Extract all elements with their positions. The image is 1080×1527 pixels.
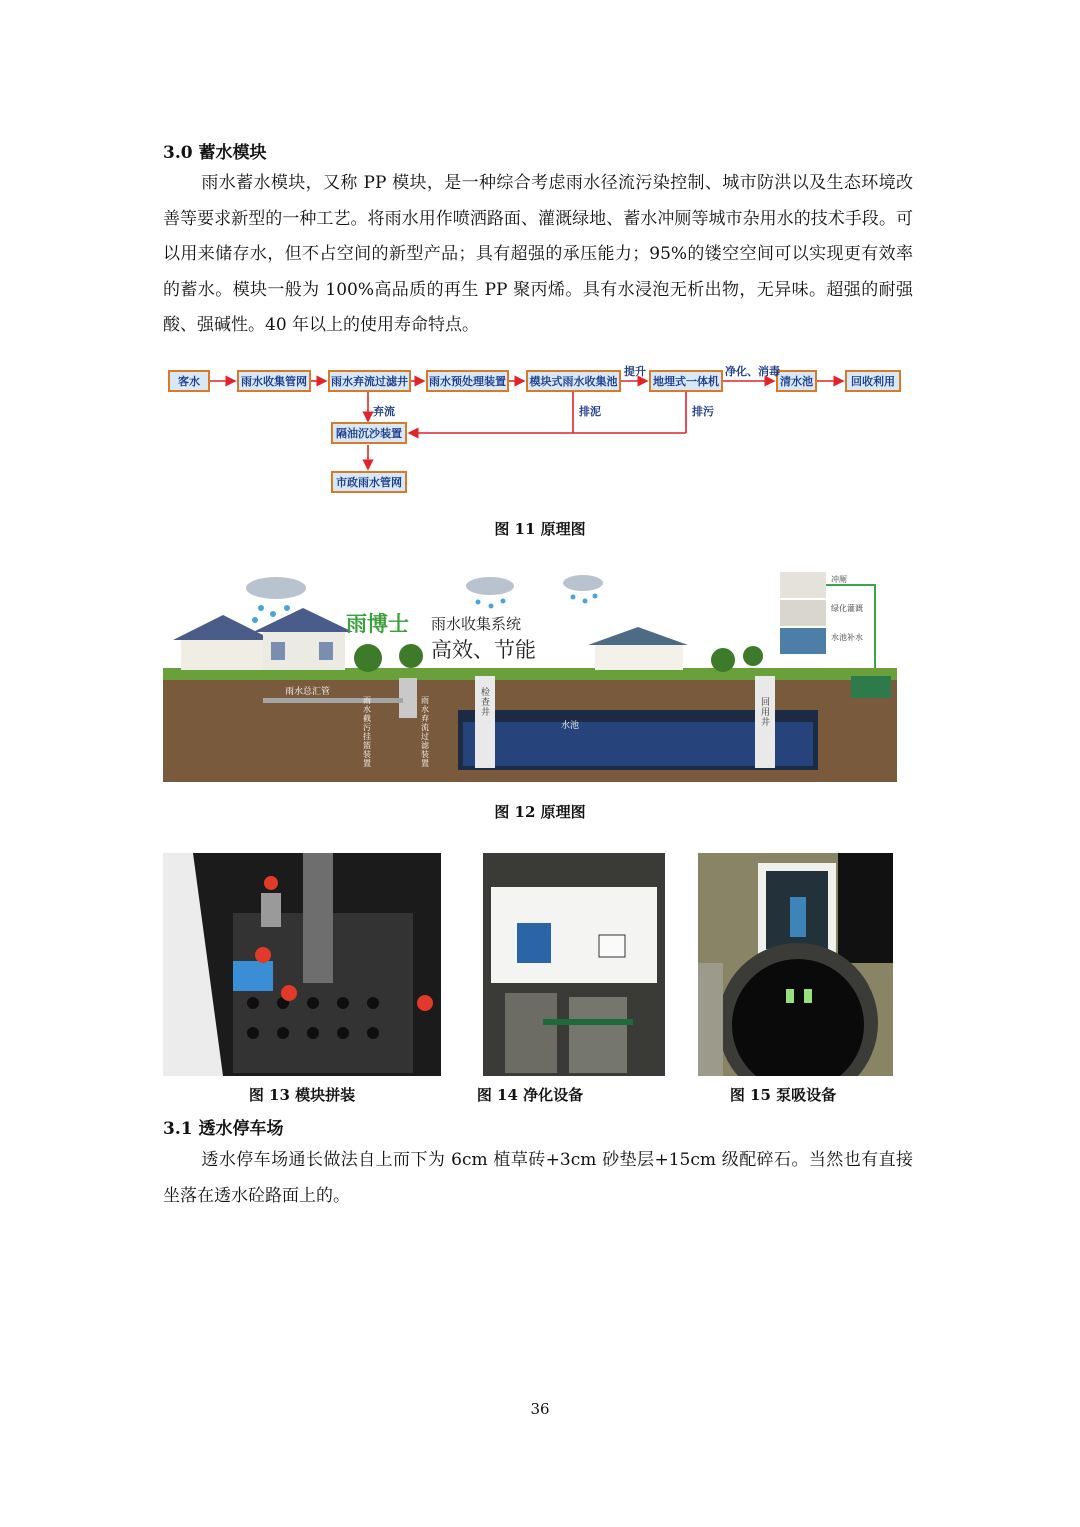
photo-purification-graphic (483, 853, 665, 1076)
fig12-label-reuse-well: 回用井 (761, 698, 771, 728)
flow-box-municipal-network: 市政雨水管网 (331, 471, 407, 493)
figure-14-caption: 图 14 净化设备 (476, 1086, 584, 1104)
flow-label-lift: 提升 (624, 365, 646, 378)
fig12-use-toilet: 冲厕 (831, 575, 847, 584)
flow-box-module-tank: 模块式雨水收集池 (526, 370, 621, 392)
body-paragraph-storage-module (163, 166, 913, 344)
fig12-use-pool: 水池补水 (831, 633, 863, 642)
flow-box-oil-sand-separator: 隔油沉沙装置 (331, 422, 407, 444)
fig12-brand: 雨博士 (346, 612, 409, 636)
flow-box-filter-well: 雨水弃流过滤井 (328, 370, 411, 392)
photo-module-assembly (163, 853, 441, 1076)
flow-box-buried-unit: 地埋式一体机 (649, 370, 723, 392)
fig12-label-inspection-well: 检查井 (481, 688, 491, 718)
fig12-system: 雨水收集系统 (431, 615, 522, 633)
flow-box-reuse: 回收利用 (845, 370, 901, 392)
photo-pumping-equipment (698, 853, 893, 1076)
rainwater-system-graphic (163, 570, 897, 782)
flow-box-pretreatment: 雨水预处理装置 (426, 370, 509, 392)
section-heading-3-1: 3.1 透水停车场 (163, 1119, 284, 1139)
section-heading-3-0: 3.0 蓄水模块 (163, 143, 267, 163)
flowchart-figure-11 (163, 358, 913, 503)
photo-pumping-graphic (698, 853, 893, 1076)
body-paragraph-permeable-parking (163, 1143, 913, 1214)
figure-11-caption: 图 11 原理图 (494, 520, 586, 538)
paragraph-text: 透水停车场通长做法自上而下为 6cm 植草砖+3cm 砂垫层+15cm 级配碎石。当然也有直接坐落在透水砼路面上的。 (163, 1150, 913, 1206)
flow-label-sewage: 排污 (692, 405, 714, 418)
fig12-use-irrigation: 绿化灌溉 (831, 604, 863, 613)
fig12-label-main-pipe: 雨水总汇管 (285, 687, 331, 697)
figure-12-caption: 图 12 原理图 (494, 803, 586, 821)
figure-12-illustration (163, 570, 897, 782)
fig12-slogan: 高效、节能 (431, 638, 536, 662)
flow-label-purify: 净化、消毒 (725, 365, 780, 378)
flow-box-clear-water-tank: 清水池 (776, 370, 817, 392)
fig12-label-discard-device: 雨水弃流过滤装置 (421, 696, 429, 768)
flow-label-discard: 弃流 (373, 405, 395, 418)
fig12-label-basket: 雨水截污挂篮装置 (363, 696, 371, 768)
fig12-label-pool: 水池 (561, 721, 580, 731)
photo-module-assembly-graphic (163, 853, 441, 1076)
flow-label-sludge: 排泥 (579, 405, 601, 418)
figure-13-caption: 图 13 模块拼装 (248, 1086, 356, 1104)
flow-box-guest-water: 客水 (168, 370, 210, 392)
flow-box-collection-network: 雨水收集管网 (237, 370, 311, 392)
figure-15-caption: 图 15 泵吸设备 (729, 1086, 837, 1104)
page-number: 36 (530, 1400, 550, 1418)
photo-purification-equipment (483, 853, 665, 1076)
paragraph-text: 雨水蓄水模块，又称 PP 模块，是一种综合考虑雨水径流污染控制、城市防洪以及生态环境改善等要求新型的一种工艺。将雨水用作喷洒路面、灌溉绿地、蓄水冲厕等城市杂用水的技术手段。可以用来储存水，但不占空间的新型产品；具有超强的承压能力；95%的镂空空间可以实现更有效率的蓄水。模块一般为 100%高品质的再生 PP 聚丙烯。具有水浸泡无析出物，无异味。超强的耐强酸、强碱性。40 年以上的使用寿命特点。 (163, 173, 913, 335)
